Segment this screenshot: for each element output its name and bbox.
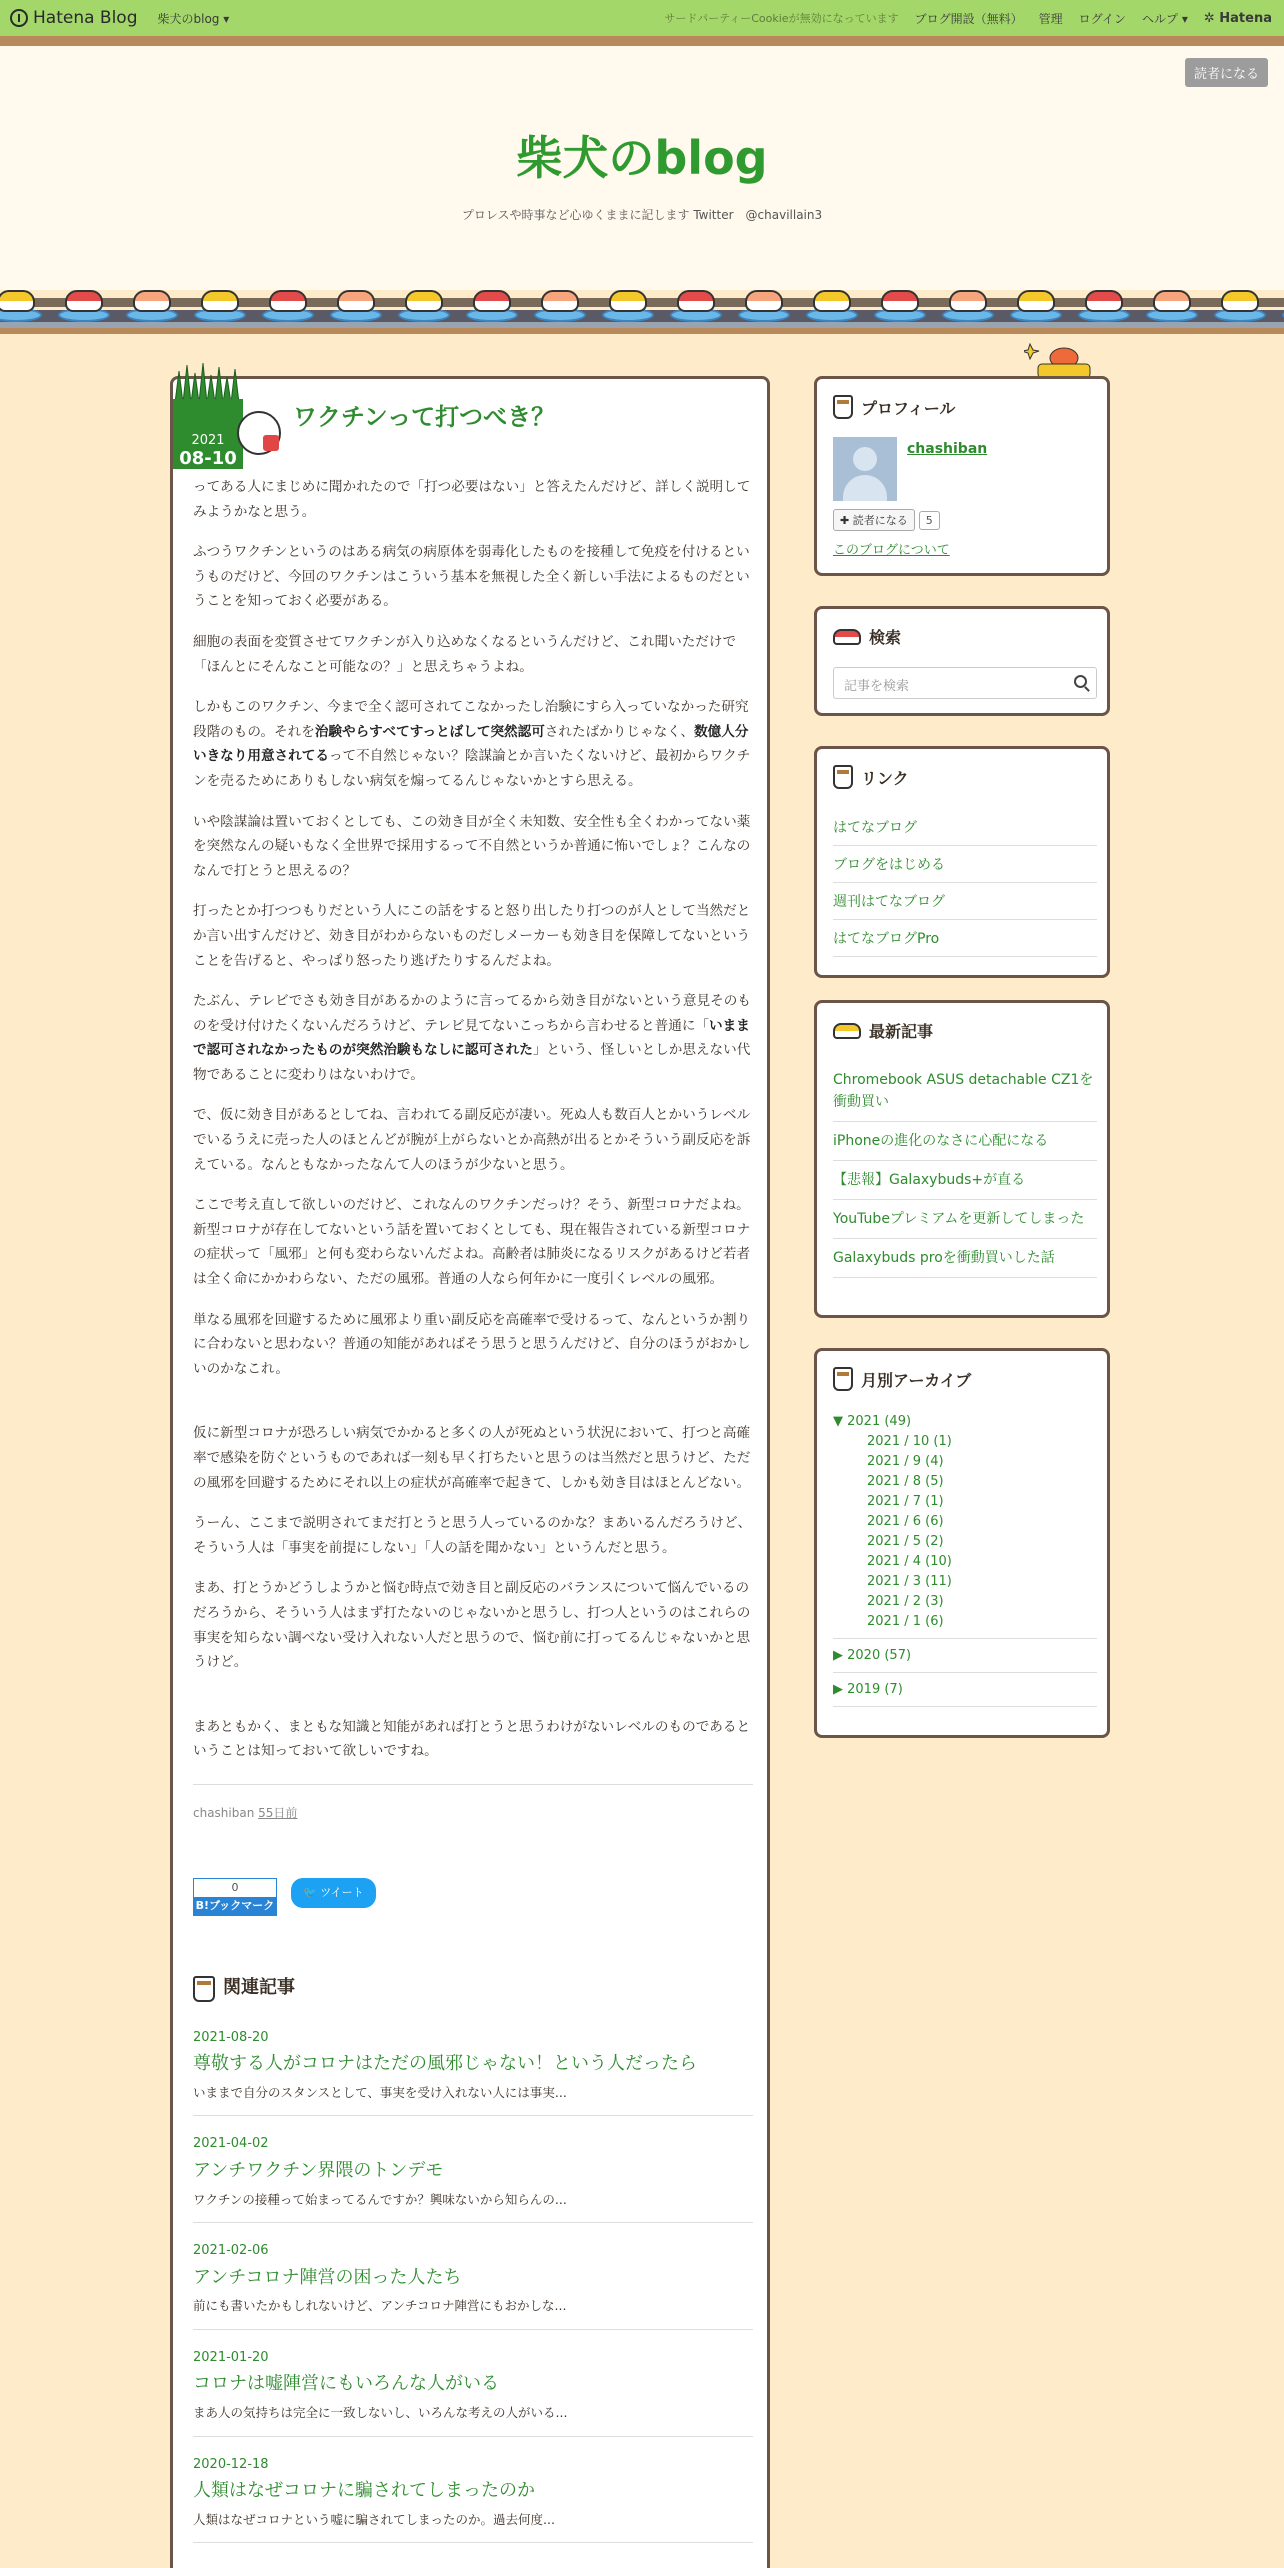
related-item [193, 2223, 753, 2330]
entry-paragraph: いや陰謀論は置いておくとしても、この効き目が全く未知数、安全性も全くわかってない薬を突然なんの疑いもなく全世界で採用するって不自然というか普通に怖いでしょ？こんなのなんで打とうと思えるの？ [193, 813, 751, 879]
archive-heading: 月別アーカイブ [833, 1367, 971, 1391]
blog-title[interactable]: 柴犬のblog [516, 131, 768, 185]
entry-paragraph: ふつうワクチンというのはある病気の病原体を弱毒化したものを接種して免疫を付けるというものだけど、今回のワクチンはこういう基本を無視した全く新しい手法によるものだということを知っておく必要がある。 [193, 544, 750, 610]
archive-months-2021 [833, 1432, 1097, 1632]
related-date[interactable]: 2021-02-06 [193, 2243, 269, 2259]
entry-paragraph: しかもこのワクチン、今まで全く認可されてこなかったし治験にすら入っていなかった研究段階のもの。それを治験やらすべてすっとばして突然認可されたばかりじゃなく、数億人分いきなり用意されてるって不自然じゃない？陰謀論とか言いたくないけど、最初からワクチンを売るためにありもしない病気を煽ってるんじゃないかとすら思える。 [193, 699, 751, 789]
sushi-icon [813, 290, 851, 312]
entry-date-monthday: 08-10 [179, 448, 237, 469]
entry-date-badge[interactable] [173, 399, 243, 469]
related-date[interactable]: 2020-12-18 [193, 2456, 269, 2472]
blog-select-menu[interactable]: 柴犬のblog ▾ [157, 11, 230, 26]
related-snippet: 人類はなぜコロナという嘘に騙されてしまったのか。過去何度... [193, 2511, 555, 2527]
entry-paragraph: 単なる風邪を回避するために風邪より重い副反応を高確率で受けるって、なんというか割りに合わないと思わない？普通の知能があればそう思うと思うんだけど、自分のほうがおかしいのかなこれ。 [193, 1311, 751, 1377]
about-blog-link[interactable]: このブログについて [833, 543, 950, 558]
hatena-brand-text: Hatena [1219, 10, 1272, 26]
emphasis-text: 数億人分いきなり用意されてる [193, 723, 749, 765]
recent-post-link[interactable]: iPhoneの進化のなさに心配になる [833, 1122, 1097, 1161]
related-snippet: まあ人の気持ちは完全に一致しないし、いろんな考えの人がいる... [193, 2405, 568, 2421]
entry-paragraph: ここで考え直して欲しいのだけど、これなんのワクチンだっけ？そう、新型コロナだよね。新型コロナが存在してないという話を置いておくとしても、現在報告されている新型コロナの症状って「風邪」と何も変わらないんだよね。高齢者は肺炎になるリスクがあるけど若者は全く命にかかわらない、ただの風邪。普通の人なら何年かに一度引くレベルの風邪。 [193, 1197, 751, 1288]
emphasis-text: いままで認可されなかったものが突然治験もなしに認可された [193, 1017, 750, 1059]
related-item [193, 2002, 753, 2117]
sushi-icon [337, 290, 375, 312]
cup-icon [833, 765, 853, 789]
sushi-icon [65, 290, 103, 312]
subscribe-button[interactable]: 読者になる [1185, 58, 1268, 87]
sushi-belt-decoration [0, 290, 1284, 342]
hatena-blog-logo[interactable] [10, 8, 138, 28]
sidebar-link[interactable]: はてなブログPro [833, 920, 1097, 957]
recent-post-link[interactable]: Chromebook ASUS detachable CZ1を衝動買い [833, 1061, 1097, 1122]
related-title-link[interactable]: 尊敬する人がコロナはただの風邪じゃない！という人だったら [193, 2053, 697, 2075]
sushi-icon [541, 290, 579, 312]
profile-subscribe [833, 509, 940, 531]
related-date[interactable]: 2021-08-20 [193, 2029, 269, 2045]
entry-paragraph: うーん、ここまで説明されてまだ打とうと思う人っているのかな？まあいるんだろうけど、そういう人は「事実を前提にしない」「人の話を聞かない」というんだと思う。 [193, 1515, 752, 1556]
archive-month-link[interactable]: 2021 / 4 (10) [867, 1554, 952, 1569]
sushi-icon [677, 290, 715, 312]
sushi-icon [1153, 290, 1191, 312]
archive-month-link[interactable]: 2021 / 9 (4) [867, 1454, 944, 1469]
recent-heading: 最新記事 [833, 1019, 933, 1042]
hatena-bookmark-button[interactable] [193, 1878, 277, 1916]
sushi-icon [1017, 290, 1055, 312]
emphasis-text: 治験やらすべてすっとばして突然認可 [314, 723, 545, 740]
sushi-icon [881, 290, 919, 312]
links-list [833, 809, 1097, 957]
archive-month-link[interactable]: 2021 / 10 (1) [867, 1434, 952, 1449]
related-heading: 関連記事 [193, 1976, 753, 2002]
entry-title[interactable]: ワクチンって打つべき？ [293, 403, 556, 431]
entry-author[interactable]: chashiban [193, 1805, 255, 1820]
open-blog-link[interactable]: ブログ開設（無料） [914, 11, 1023, 26]
archive-month-link[interactable]: 2021 / 2 (3) [867, 1594, 944, 1609]
related-snippet: 前にも書いたかもしれないけど、アンチコロナ陣営にもおかしな... [193, 2298, 567, 2314]
login-link[interactable]: ログイン [1078, 11, 1127, 26]
recent-post-link[interactable]: Galaxybuds proを衝動買いした話 [833, 1239, 1097, 1278]
sidebar-link[interactable]: ブログをはじめる [833, 846, 1097, 883]
entry-date-year: 2021 [191, 433, 225, 448]
search-module [814, 606, 1110, 716]
links-module [814, 746, 1110, 978]
entry-paragraph: ってある人にまじめに聞かれたので「打つ必要はない」と答えたんだけど、詳しく説明してみようかなと思う。 [193, 479, 751, 520]
entry-paragraph: 打ったとか打つつもりだという人にこの話をすると怒り出したり打つのが人として当然だとか言い出すんだけど、効き目がわからないものだしメーカーも効き目を保障してないということを告げると、やっぱり怒ったり逃げたりするんだよね。 [193, 903, 751, 969]
cup-icon [833, 1367, 853, 1391]
avatar[interactable] [833, 437, 897, 501]
sushi-icon [133, 290, 171, 312]
entry-content [193, 475, 753, 2543]
sushi-icon [405, 290, 443, 312]
share-buttons [193, 1878, 753, 1916]
hatena-logo-icon [10, 9, 28, 27]
cookie-notice: サードパーティーCookieが無効になっています [664, 12, 899, 25]
profile-name-link[interactable]: chashiban [907, 441, 988, 457]
archive-year-2021[interactable]: ▼ 2021 (49) [833, 1414, 912, 1429]
entry-footer [193, 1784, 753, 1826]
entry-paragraph: まあ、打とうかどうしようかと悩む時点で効き目と副反応のバランスについて悩んでいるのだろうから、そういう人はまず打たないのじゃないかと思うし、打つ人というのはこれらの事実を知らない調べない受け入れない人だと思うので、悩む前に打ってるんじゃないかと思うけど。 [193, 1580, 751, 1671]
sushi-icon [833, 629, 861, 645]
entry-paragraph: たぶん、テレビでさも効き目があるかのように言ってるから効き目がないという意見そのものを受け付けたくないんだろうけど、テレビ見てないこっちから言わせると普通に「いままで認可されなかったものが突然治験もなしに認可された」という、怪しいとしか思えない代物であることに変わりはないわけで。 [193, 993, 751, 1083]
sushi-icon [201, 290, 239, 312]
archive-year-2020[interactable]: ▶ 2020 (57) [833, 1648, 912, 1663]
related-item [193, 2330, 753, 2437]
sushi-icon [0, 290, 35, 312]
cup-icon [833, 395, 853, 419]
blog-description: プロレスや時事など心ゆくままに記します Twitter @chavillain3 [461, 208, 823, 222]
recent-posts-list [833, 1061, 1097, 1278]
subscriber-count: 5 [919, 511, 940, 530]
links-heading: リンク [833, 765, 909, 789]
bookmark-count: 0 [194, 1879, 276, 1897]
sushi-icon [745, 290, 783, 312]
sushi-icon [949, 290, 987, 312]
hatena-brand-link[interactable]: ✲ Hatena [1203, 10, 1272, 26]
related-title-link[interactable]: アンチコロナ陣営の困った人たち [193, 2266, 462, 2288]
related-date[interactable]: 2021-04-02 [193, 2136, 269, 2152]
archive-month-link[interactable]: 2021 / 7 (1) [867, 1494, 944, 1509]
sushi-icon [1085, 290, 1123, 312]
archive-month-link[interactable]: 2021 / 1 (6) [867, 1614, 944, 1629]
tweet-button[interactable]: 🐦 ツイート [291, 1878, 376, 1909]
related-list [193, 2002, 753, 2544]
entry-paragraph: 仮に新型コロナが恐ろしい病気でかかると多くの人が死ぬという状況において、打つと高確率で感染を防ぐというものであれば一刻も早く打ちたいと思うのは当然だと思うけど、ただの風邪を回避するためにそれ以上の症状が高確率で起きて、しかも効き目はほとんどない。 [193, 1425, 751, 1491]
profile-subscribe-button[interactable]: ✚ 読者になる [833, 509, 915, 531]
recent-post-link[interactable]: YouTubeプレミアムを更新してしまった [833, 1200, 1097, 1239]
sidebar-link[interactable]: 週刊はてなブログ [833, 883, 1097, 920]
grass-decoration-icon [173, 363, 253, 403]
archive-month-link[interactable]: 2021 / 6 (6) [867, 1514, 944, 1529]
bookmark-label: B!ブックマーク [194, 1897, 276, 1915]
admin-link[interactable]: 管理 [1038, 11, 1063, 26]
archive-month-link[interactable]: 2021 / 5 (2) [867, 1534, 944, 1549]
header-top-strip [0, 36, 1284, 46]
sushi-icon [473, 290, 511, 312]
archive-module [814, 1348, 1110, 1738]
search-icon[interactable] [1074, 675, 1087, 688]
sushi-icon [833, 1023, 861, 1039]
archive-list [833, 1411, 1097, 1713]
entry-paragraph: で、仮に効き目があるとしてね、言われてる副反応が凄い。死ぬ人も数百人とかいうレベルでいるうえに売った人のほとんどが腕が上がらないとか高熱が出るとかそういう副反応を訴えている。なんともなかったなんて人のほうが少ないと思う。 [193, 1107, 751, 1173]
related-snippet: いままで自分のスタンスとして、事実を受け入れない人には事実... [193, 2084, 567, 2100]
related-title-link[interactable]: 人類はなぜコロナに騙されてしまったのか [193, 2480, 535, 2502]
sidebar-link[interactable]: はてなブログ [833, 809, 1097, 846]
sushi-character-icon [237, 411, 281, 455]
sushi-icon [609, 290, 647, 312]
hatena-topbar [0, 0, 1284, 36]
related-snippet: ワクチンの接種って始まってるんですか？興味ないから知らんの... [193, 2191, 567, 2207]
related-title-link[interactable]: アンチワクチン界隈のトンデモ [193, 2159, 444, 2181]
archive-month-link[interactable]: 2021 / 8 (5) [867, 1474, 944, 1489]
cup-icon [193, 1976, 215, 2002]
search-heading: 検索 [833, 625, 901, 648]
profile-module [814, 376, 1110, 576]
entry-paragraph: 細胞の表面を変質させてワクチンが入り込めなくなるというんだけど、これ聞いただけで「ほんとにそんなこと可能なの？」と思えちゃうよね。 [193, 633, 737, 675]
archive-year-2019[interactable]: ▶ 2019 (7) [833, 1682, 903, 1697]
recent-post-link[interactable]: 【悲報】Galaxybuds+が直る [833, 1161, 1097, 1200]
search-input[interactable]: 記事を検索 [833, 667, 1097, 699]
entry-article [170, 376, 770, 2568]
sushi-icon [269, 290, 307, 312]
entry-paragraph: まあともかく、まともな知識と知能があれば打とうと思うわけがないレベルのものであるということは知っておいて欲しいですね。 [193, 1718, 751, 1760]
archive-month-link[interactable]: 2021 / 3 (11) [867, 1574, 952, 1589]
related-title-link[interactable]: コロナは嘘陣営にもいろんな人がいる [193, 2373, 499, 2395]
recent-posts-module [814, 1000, 1110, 1318]
related-item [193, 2437, 753, 2544]
sushi-icon [1221, 290, 1259, 312]
profile-heading: プロフィール [833, 395, 955, 419]
hatena-blog-logo-text: Hatena Blog [33, 8, 138, 28]
related-date[interactable]: 2021-01-20 [193, 2349, 269, 2365]
help-menu[interactable]: ヘルプ ▾ [1142, 11, 1188, 26]
entry-time-ago[interactable]: 55日前 [258, 1805, 298, 1820]
related-item [193, 2116, 753, 2223]
blog-header [0, 46, 1284, 290]
